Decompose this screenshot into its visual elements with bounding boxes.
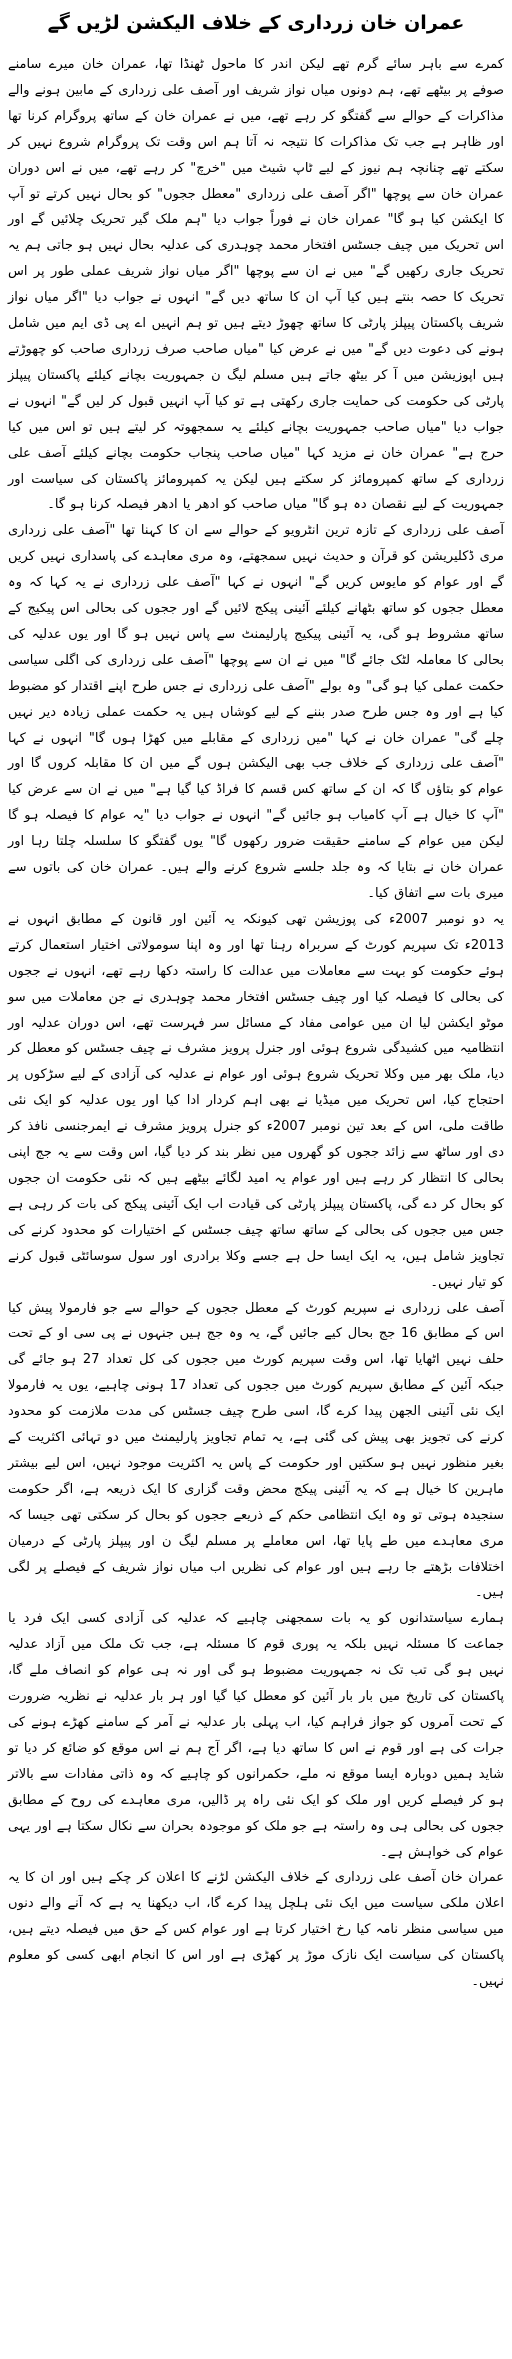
- paragraph: کمرے سے باہر سائے گرم تھے لیکن اندر کا ماحول ٹھنڈا تھا، عمران خان میرے سامنے صوفے پر بیٹھے تھے، ہم دونوں میاں نواز شریف اور آصف علی زرداری کے مابین ہونے والے مذاکرات کے حوالے سے گفتگو کر رہے تھے، میں نے عمران خان کے ساتھ پروگرام کرنا تھا اور ظاہر ہے جب تک مذاکرات کا نتیجہ نہ آتا ہم اس وقت تک پروگرام شروع نہیں کر سکتے تھے چنانچہ ہم نیوز کے لیے ٹاپ شیٹ میں "خرچ" کر رہے تھے، میں نے اس دوران عمران خان سے پوچھا "اگر آصف علی زرداری "معطل ججوں" کو بحال نہیں کرتے تو آپ کا ایکشن کیا ہو گا" عمران خان نے فوراً جواب دیا "ہم ملک گیر تحریک چلائیں گے اور اس تحریک میں چیف جسٹس افتخار محمد چوہدری کی عدلیہ بحال نہیں ہو جاتی ہم یہ تحریک جاری رکھیں گے" میں نے ان سے پوچھا "اگر میاں نواز شریف عملی طور پر اس تحریک کا حصہ بنتے ہیں کیا آپ ان کا ساتھ دیں گے" انہوں نے جواب دیا "اگر میاں نواز شریف پاکستان پیپلز پارٹی کا ساتھ چھوڑ دیتے ہیں تو ہم انہیں اے پی ڈی ایم میں شامل ہونے کی دعوت دیں گے" میں نے عرض کیا "میاں صاحب صرف زرداری صاحب کو چھوڑتے ہیں اپوزیشن میں آ کر بیٹھ جاتے ہیں مسلم لیگ ن جمہوریت بچانے کیلئے پاکستان پیپلز پارٹی کی حکومت کی حمایت جاری رکھتی ہے تو کیا آپ انہیں قبول کر لیں گے" انہوں نے جواب دیا "میاں صاحب جمہوریت بچانے کیلئے یہ سمجھوتہ کر لیتے ہیں تو اس میں کیا حرج ہے" عمران خان نے مزید کہا "میاں صاحب پنجاب حکومت بچانے کیلئے آصف علی زرداری کے ساتھ کمپرومائز کر سکتے ہیں لیکن یہ کمپرومائز پاکستان کی سیاست اور جمہوریت کے لیے نقصان دہ ہو گا" میاں صاحب کو ادھر یا ادھر فیصلہ کرنا ہو گا۔: [8, 57, 504, 513]
- paragraph: آصف علی زرداری کے تازہ ترین انٹرویو کے حوالے سے ان کا کہنا تھا "آصف علی زرداری مری ڈکلیریشن کو قرآن و حدیث نہیں سمجھتے، وہ مری معاہدے کی پاسداری نہیں کریں گے اور عوام کو مایوس کریں گے" انہوں نے کہا "آصف علی زرداری نے یہ کہا کہ وہ معطل ججوں کو ساتھ بٹھانے کیلئے آئینی پیکج لائیں گے اور ججوں کی بحالی اس پیکیج کے ساتھ مشروط ہو گی، یہ آئینی پیکیج پارلیمنٹ سے پاس نہیں ہو گا اور یوں عدلیہ کی بحالی کا معاملہ لٹک جائے گا" میں نے ان سے پوچھا "آصف علی زرداری کی اگلی سیاسی حکمت عملی کیا ہو گی" وہ بولے "آصف علی زرداری نے جس طرح اپنے اقتدار کو مضبوط کیا ہے اور وہ جس طرح صدر بننے کے لیے کوشاں ہیں یہ حکمت عملی زیادہ دیر نہیں چلے گی" عمران خان نے کہا "میں زرداری کے مقابلے میں کھڑا ہوں گا" انہوں نے کہا "آصف علی زرداری کے خلاف جب بھی الیکشن ہوں گے میں ان کا مقابلہ کروں گا اور عوام کو بتاؤں گا کہ ان کے ساتھ کس قسم کا فراڈ کیا گیا ہے" میں نے ان سے عرض کیا "آپ کا خیال ہے آپ کامیاب ہو جائیں گے" انہوں نے جواب دیا "یہ عوام کا فیصلہ ہو گا لیکن میں عوام کے سامنے حقیقت ضرور رکھوں گا" یوں گفتگو کا سلسلہ چلتا رہا اور عمران خان نے بتایا کہ وہ جلد جلسے شروع کرنے والے ہیں۔ عمران خان کی باتوں سے میری بات سے اتفاق کیا۔: [8, 523, 504, 901]
- headline: عمران خان زرداری کے خلاف الیکشن لڑیں گے: [47, 12, 465, 34]
- paragraph: آصف علی زرداری نے سپریم کورٹ کے معطل ججوں کے حوالے سے جو فارمولا پیش کیا اس کے مطابق 16 جج بحال کیے جائیں گے، یہ وہ جج ہیں جنہوں نے پی سی او کے تحت حلف نہیں اٹھایا تھا، اس وقت سپریم کورٹ میں ججوں کی کل تعداد 27 ہو جائے گی جبکہ آئین کے مطابق سپریم کورٹ میں ججوں کی تعداد 17 ہونی چاہیے، یوں یہ فارمولا ایک نئی آئینی الجھن پیدا کرے گا، اسی طرح چیف جسٹس کی مدت ملازمت کو محدود کرنے کی تجویز بھی پیش کی گئی ہے، یہ تمام تجاویز پارلیمنٹ میں دو تہائی اکثریت کے بغیر منظور نہیں ہو سکتیں اور حکومت کے پاس یہ اکثریت موجود نہیں، اس لیے بیشتر ماہرین کا خیال ہے کہ یہ آئینی پیکج محض وقت گزاری کا ایک ذریعہ ہے، اگر حکومت سنجیدہ ہوتی تو وہ ایک انتظامی حکم کے ذریعے ججوں کو بحال کر سکتی تھی جیسا کہ مری معاہدے میں طے پایا تھا، اس معاملے پر مسلم لیگ ن اور پیپلز پارٹی کے درمیان اختلافات بڑھتے جا رہے ہیں اور عوام کی نظریں اب میاں نواز شریف کے فیصلے پر لگی ہیں۔: [8, 1300, 504, 1601]
- paragraph: عمران خان آصف علی زرداری کے خلاف الیکشن لڑنے کا اعلان کر چکے ہیں اور ان کا یہ اعلان ملکی سیاست میں ایک نئی ہلچل پیدا کرے گا، اب دیکھنا یہ ہے کہ آنے والے دنوں میں سیاسی منظر نامہ کیا رخ اختیار کرتا ہے اور عوام کس کے حق میں فیصلہ دیتے ہیں، پاکستان کی سیاست ایک نازک موڑ پر کھڑی ہے اور اس کا انجام ابھی کسی کو معلوم نہیں۔: [8, 1870, 504, 1990]
- paragraph: ہمارے سیاستدانوں کو یہ بات سمجھنی چاہیے کہ عدلیہ کی آزادی کسی ایک فرد یا جماعت کا مسئلہ نہیں بلکہ یہ پوری قوم کا مسئلہ ہے، جب تک ملک میں آزاد عدلیہ نہیں ہو گی تب تک نہ جمہوریت مضبوط ہو گی اور نہ ہی عوام کو انصاف ملے گا، پاکستان کی تاریخ میں بار بار آئین کو معطل کیا گیا اور ہر بار عدلیہ نے نظریہ ضرورت کے تحت آمروں کو جواز فراہم کیا، اب پہلی بار عدلیہ نے آمر کے سامنے کھڑے ہونے کی جرات کی ہے اور قوم نے اس کا ساتھ دیا ہے، اگر آج ہم نے اس موقع کو ضائع کر دیا تو شاید ہمیں دوبارہ ایسا موقع نہ ملے، حکمرانوں کو چاہیے کہ وہ ذاتی مفادات سے بالاتر ہو کر فیصلے کریں اور ملک کو ایک نئی راہ پر ڈالیں، مری معاہدے کی روح کے مطابق ججوں کی بحالی ہی وہ راستہ ہے جو ملک کو موجودہ بحران سے نکال سکتا ہے اور یہی عوام کی خواہش ہے۔: [8, 1611, 504, 1860]
- article-body: [8, 52, 504, 1995]
- paragraph: یہ دو نومبر 2007ء کی پوزیشن تھی کیونکہ یہ آئین اور قانون کے مطابق انہوں نے 2013ء تک سپریم کورٹ کے سربراہ رہنا تھا اور وہ اپنا سومولاتی اختیار استعمال کرتے ہوئے حکومت کو بہت سے معاملات میں عدالت کا راستہ دکھا رہے تھے، انہوں نے ججوں کی بحالی کا فیصلہ کیا اور چیف جسٹس افتخار محمد چوہدری نے جن معاملات میں سو موٹو ایکشن لیا ان میں عوامی مفاد کے مسائل سر فہرست تھے، اس دوران عدلیہ اور انتظامیہ میں کشیدگی شروع ہوئی اور جنرل پرویز مشرف نے چیف جسٹس کو معطل کر دیا، ملک بھر میں وکلا تحریک شروع ہوئی اور عوام نے عدلیہ کی آزادی کے لیے سڑکوں پر احتجاج کیا، اس تحریک میں میڈیا نے بھی اہم کردار ادا کیا اور یوں عدلیہ کو ایک نئی طاقت ملی، اس کے بعد تین نومبر 2007ء کو جنرل پرویز مشرف نے ایمرجنسی نافذ کر دی اور ساٹھ سے زائد ججوں کو گھروں میں نظر بند کر دیا گیا، اس وقت سے یہ جج اپنی بحالی کا انتظار کر رہے ہیں اور عوام یہ امید لگائے بیٹھے ہیں کہ نئی حکومت ان ججوں کو بحال کر دے گی، پاکستان پیپلز پارٹی کی قیادت اب ایک آئینی پیکج کی بات کر رہی ہے جس میں ججوں کی بحالی کے ساتھ ساتھ چیف جسٹس کے اختیارات کو محدود کرنے کی تجاویز شامل ہیں، یہ ایک ایسا حل ہے جسے وکلا برادری اور سول سوسائٹی قبول کرنے کو تیار نہیں۔: [8, 911, 505, 1290]
